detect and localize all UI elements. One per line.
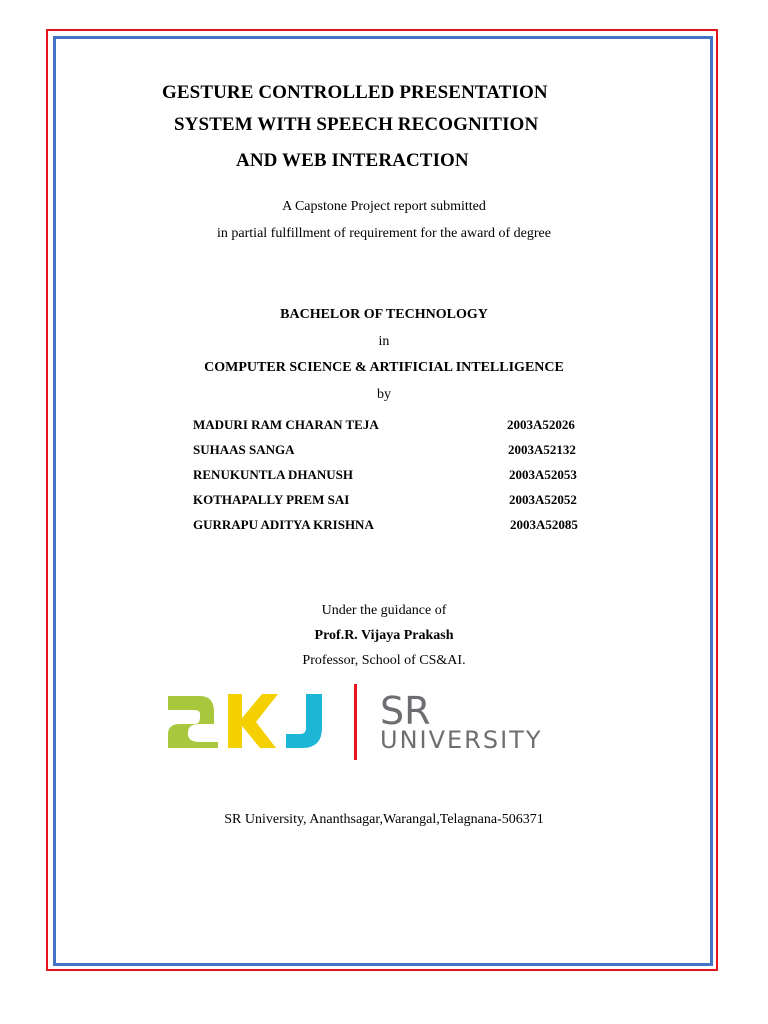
subtitle-line-2: in partial fulfillment of requirement for the award of degree — [217, 226, 551, 241]
student-roll-number: 2003A52085 — [510, 517, 578, 532]
student-name: RENUKUNTLA DHANUSH — [193, 467, 353, 482]
logo-divider — [354, 684, 357, 760]
title-line-3: AND WEB INTERACTION — [236, 150, 469, 171]
student-roll-number: 2003A52026 — [507, 417, 575, 432]
degree-name: BACHELOR OF TECHNOLOGY — [280, 307, 488, 322]
student-list — [193, 417, 593, 542]
logo-text-sr: SR — [380, 689, 431, 733]
student-name: SUHAAS SANGA — [193, 442, 295, 457]
student-roll-number: 2003A52053 — [509, 467, 577, 482]
student-roll-number: 2003A52132 — [508, 442, 576, 457]
student-row — [193, 467, 593, 492]
student-row — [193, 442, 593, 467]
in-word: in — [378, 334, 390, 349]
logo-s-shape — [168, 696, 218, 748]
student-row — [193, 417, 593, 442]
guide-name: Prof.R. Vijaya Prakash — [314, 628, 454, 643]
guide-designation: Professor, School of CS&AI. — [302, 653, 466, 668]
university-address: SR University, Ananthsagar,Warangal,Telagnana-506371 — [224, 812, 544, 827]
student-row — [193, 517, 593, 542]
student-roll-number: 2003A52052 — [509, 492, 577, 507]
branch-name: COMPUTER SCIENCE & ARTIFICIAL INTELLIGENCE — [204, 360, 564, 375]
logo-r-shape — [228, 694, 278, 748]
student-name: MADURI RAM CHARAN TEJA — [193, 417, 379, 432]
student-name: KOTHAPALLY PREM SAI — [193, 492, 350, 507]
title-line-2: SYSTEM WITH SPEECH RECOGNITION — [174, 114, 539, 135]
title-line-1: GESTURE CONTROLLED PRESENTATION — [162, 82, 548, 103]
guidance-label: Under the guidance of — [321, 603, 447, 618]
logo-text-university: UNIVERSITY — [380, 726, 543, 754]
by-word: by — [377, 387, 391, 402]
subtitle-line-1: A Capstone Project report submitted — [282, 199, 486, 214]
sr-university-logo-mark — [166, 684, 606, 764]
student-name: GURRAPU ADITYA KRISHNA — [193, 517, 374, 532]
sr-university-logo — [166, 684, 606, 764]
logo-j-shape — [286, 694, 322, 748]
student-row — [193, 492, 593, 517]
